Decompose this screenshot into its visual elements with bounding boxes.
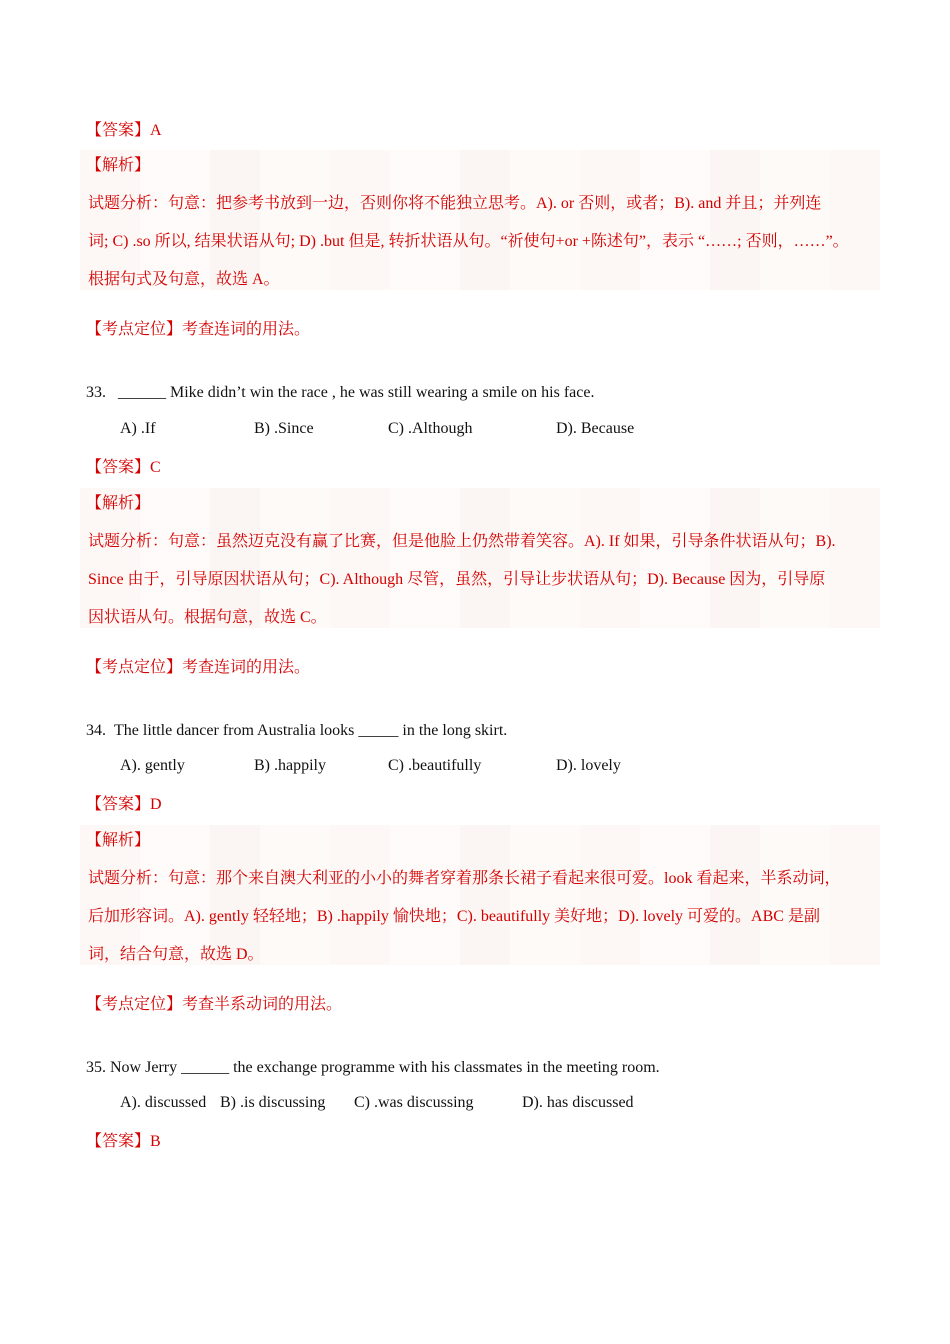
explanation-line: 试题分析：句意：虽然迈克没有赢了比赛，但是他脸上仍然带着笑容。A). If 如果，引导条件状语从句；B). bbox=[88, 533, 836, 550]
answer-line: 【答案】C bbox=[86, 459, 161, 476]
point-value: 考查半系动词的用法。 bbox=[182, 996, 343, 1013]
analysis-label: 【解析】 bbox=[86, 495, 151, 512]
explanation-line: 试题分析：句意：那个来自澳大利亚的小小的舞者穿着那条长裙子看起来很可爱。look 看起来，半系动词， bbox=[88, 870, 841, 887]
option-d: D). Because bbox=[556, 420, 635, 437]
question-text: ______ Mike didn’t win the race , he was still wearing a smile on his face. bbox=[118, 384, 595, 401]
point-value: 考查连词的用法。 bbox=[182, 659, 311, 676]
question-33 bbox=[86, 384, 594, 402]
option-b: B) .Since bbox=[254, 420, 314, 437]
answer-value: B bbox=[150, 1133, 161, 1150]
question-text: Now Jerry ______ the exchange programme with his classmates in the meeting room. bbox=[110, 1059, 660, 1076]
analysis-label: 【解析】 bbox=[86, 832, 151, 849]
explanation-line: 词，结合句意，故选 D。 bbox=[88, 946, 264, 963]
option-a: A). gently bbox=[120, 757, 185, 774]
answer-line: 【答案】D bbox=[86, 796, 162, 813]
answer-value: C bbox=[150, 459, 161, 476]
option-d: D). has discussed bbox=[522, 1094, 634, 1111]
option-c: C) .beautifully bbox=[388, 757, 482, 774]
answer-value: A bbox=[150, 122, 162, 139]
explanation-line: 词; C) .so 所以, 结果状语从句; D) .but 但是, 转折状语从句。“祈使句+or +陈述句”，表示 “……; 否则，……”。 bbox=[88, 233, 849, 250]
answer-value: D bbox=[150, 796, 162, 813]
option-b: B) .happily bbox=[254, 757, 326, 774]
question-text: The little dancer from Australia looks _____ in the long skirt. bbox=[114, 722, 508, 739]
explanation-line: 后加形容词。A). gently 轻轻地；B) .happily 愉快地；C). beautifully 美好地；D). lovely 可爱的。ABC 是副 bbox=[88, 908, 820, 925]
explanation-line: 试题分析：句意：把参考书放到一边，否则你将不能独立思考。A). or 否则，或者；B). and 并且；并列连 bbox=[88, 195, 822, 212]
option-a: A). discussed bbox=[120, 1094, 207, 1111]
point-line: 【考点定位】考查连词的用法。 bbox=[86, 321, 311, 338]
answer-line: 【答案】A bbox=[86, 122, 162, 139]
explanation-line: 因状语从句。根据句意，故选 C。 bbox=[88, 609, 327, 626]
question-35 bbox=[86, 1059, 660, 1077]
option-a: A) .If bbox=[120, 420, 156, 437]
explanation-line: Since 由于，引导原因状语从句；C). Although 尽管，虽然，引导让步状语从句；D). Because 因为，引导原 bbox=[88, 571, 826, 588]
option-b: B) .is discussing bbox=[220, 1094, 326, 1111]
question-number: 33. bbox=[86, 384, 106, 401]
question-34 bbox=[86, 722, 507, 740]
option-c: C) .Although bbox=[388, 420, 473, 437]
analysis-label: 【解析】 bbox=[86, 157, 151, 174]
option-d: D). lovely bbox=[556, 757, 621, 774]
option-c: C) .was discussing bbox=[354, 1094, 474, 1111]
point-value: 考查连词的用法。 bbox=[182, 321, 311, 338]
question-number: 35. bbox=[86, 1059, 106, 1076]
question-number: 34. bbox=[86, 722, 106, 739]
point-line: 【考点定位】考查连词的用法。 bbox=[86, 659, 311, 676]
explanation-line: 根据句式及句意，故选 A。 bbox=[88, 271, 280, 288]
point-line: 【考点定位】考查半系动词的用法。 bbox=[86, 996, 343, 1013]
answer-line: 【答案】B bbox=[86, 1133, 161, 1150]
